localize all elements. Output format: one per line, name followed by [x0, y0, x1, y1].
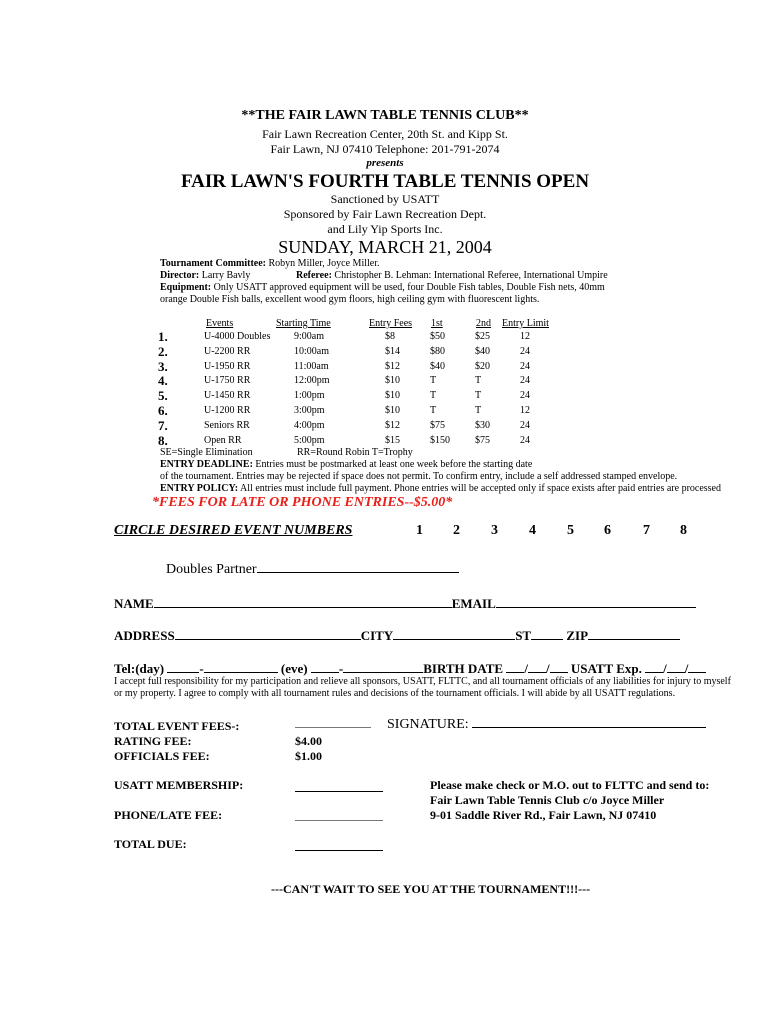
event-fee: $12 [385, 419, 400, 431]
event-time: 12:00pm [294, 375, 330, 387]
event-time: 5:00pm [294, 434, 325, 446]
waiver-line-2: or my property. I agree to comply with all tournament rules and decisions of the tournament officials. I will abide by all USATT regulations. [114, 688, 676, 699]
event-first-prize: $40 [430, 360, 445, 372]
waiver-line-1: I accept full responsibility for my participation and relieve all sponsors, USATT, FLTTC, and all tournament officials of any liabilities for injury to myself [114, 676, 731, 687]
header-entry-fees: Entry Fees [369, 318, 413, 329]
st-label: ST [515, 628, 532, 643]
header-first: 1st [431, 318, 443, 329]
event-limit: 12 [520, 405, 530, 416]
header-starting-time: Starting Time [276, 318, 331, 329]
committee-value: Robyn Miller, Joyce Miller. [266, 258, 380, 269]
event-time: 1:00pm [294, 390, 325, 402]
event-limit: 24 [520, 390, 530, 402]
event-second-prize: $75 [475, 434, 490, 446]
birth-slash-1: / [524, 661, 528, 676]
officials-fee-label: OFFICIALS FEE: [114, 749, 210, 763]
event-number: 4. [158, 373, 168, 389]
birth-month-field[interactable] [506, 660, 524, 673]
presents-text: presents [366, 157, 404, 169]
event-fee: $10 [385, 405, 400, 416]
event-second-prize: T [475, 405, 482, 416]
committee-line [160, 258, 380, 269]
event-limit: 24 [520, 434, 530, 446]
equipment-line-2: orange Double Fish balls, excellent wood gym floors, high ceiling gym with fluorescent lights. [160, 294, 540, 305]
address-row [114, 627, 680, 644]
tel-birth-row [114, 660, 706, 677]
legend-se: SE=Single Elimination [160, 447, 253, 458]
event-number: 3. [158, 358, 168, 374]
exp-month-field[interactable] [645, 660, 663, 673]
equipment-line-1 [160, 282, 605, 293]
event-fee: $15 [385, 434, 400, 446]
event-fee: $12 [385, 360, 400, 372]
deadline-line-1 [160, 459, 532, 470]
payment-line-3: 9-01 Saddle River Rd., Fair Lawn, NJ 07410 [430, 808, 657, 822]
tel-day-number-field[interactable] [204, 660, 278, 673]
deadline-line-2: of the tournament. Entries may be rejected if space does not permit. To confirm entry, include a self addressed stamped envelope. [160, 471, 678, 482]
exp-day-field[interactable] [667, 660, 685, 673]
event-number: 7. [158, 417, 168, 433]
name-email-row [114, 595, 696, 612]
event-fee: $10 [385, 375, 400, 387]
total-due-field[interactable] [295, 850, 383, 851]
payment-line-1: Please make check or M.O. out to FLTTC and send to: [430, 778, 710, 792]
circle-event-number[interactable]: 8 [680, 523, 687, 538]
circle-event-number[interactable]: 3 [491, 523, 498, 538]
club-name: **THE FAIR LAWN TABLE TENNIS CLUB** [241, 108, 529, 123]
birth-day-field[interactable] [528, 660, 546, 673]
birth-date-label: BIRTH DATE [423, 661, 507, 676]
total-event-fees-label: TOTAL EVENT FEES-: [114, 719, 240, 733]
tel-eve-dash: - [338, 661, 344, 676]
event-time: 9:00am [294, 331, 324, 342]
circle-event-number[interactable]: 7 [643, 523, 650, 538]
circle-events-label: CIRCLE DESIRED EVENT NUMBERS [114, 523, 353, 538]
email-field[interactable] [496, 595, 696, 608]
event-name: Seniors RR [204, 419, 250, 431]
event-second-prize: $40 [475, 345, 490, 357]
event-number: 5. [158, 388, 168, 404]
event-name: U-1450 RR [204, 390, 251, 402]
event-first-prize: T [430, 405, 437, 416]
total-due-label: TOTAL DUE: [114, 837, 187, 851]
header-entry-limit: Entry Limit [502, 318, 549, 329]
signature-row [387, 715, 706, 733]
sponsor-line-2: and Lily Yip Sports Inc. [327, 222, 443, 236]
exp-year-field[interactable] [688, 660, 706, 673]
event-first-prize: $150 [430, 434, 450, 446]
director-value: Larry Bavly [199, 270, 251, 281]
tel-day-dash: - [199, 661, 204, 676]
late-fee-notice: *FEES FOR LATE OR PHONE ENTRIES--$5.00* [152, 495, 453, 510]
circle-event-number[interactable]: 1 [416, 523, 423, 538]
event-first-prize: T [430, 375, 437, 387]
event-second-prize: $30 [475, 419, 490, 431]
tel-eve-area-field[interactable] [311, 660, 339, 673]
doubles-partner-field[interactable] [257, 560, 459, 573]
club-address-line-1: Fair Lawn Recreation Center, 20th St. and Kipp St. [262, 127, 508, 141]
director-label: Director: [160, 270, 200, 281]
circle-event-number[interactable]: 5 [567, 523, 574, 538]
event-number: 8. [158, 432, 168, 448]
event-name: U-1950 RR [204, 360, 251, 372]
tel-day-label: Tel:(day) [114, 661, 168, 676]
event-fee: $14 [385, 345, 400, 357]
birth-slash-2: / [545, 661, 550, 676]
rating-fee-label: RATING FEE: [114, 734, 192, 748]
tournament-date: SUNDAY, MARCH 21, 2004 [278, 237, 492, 257]
event-second-prize: $20 [475, 360, 490, 372]
usatt-membership-field[interactable] [295, 791, 383, 792]
zip-field[interactable] [588, 627, 680, 640]
club-address-line-2: Fair Lawn, NJ 07410 Telephone: 201-791-2074 [270, 142, 500, 156]
event-first-prize: $80 [430, 345, 445, 357]
payment-line-2: Fair Lawn Table Tennis Club c/o Joyce Miller [430, 793, 665, 807]
event-number: 1. [158, 329, 168, 344]
event-time: 11:00am [294, 360, 329, 372]
tel-eve-number-field[interactable] [343, 660, 423, 673]
event-limit: 12 [520, 331, 530, 342]
email-label: EMAIL [451, 596, 496, 611]
rating-fee-value: $4.00 [295, 734, 322, 748]
address-field[interactable] [175, 627, 361, 640]
referee-value: Christopher B. Lehman: International Referee, International Umpire [331, 270, 608, 281]
event-second-prize: $25 [475, 331, 490, 342]
policy-line [160, 483, 721, 494]
referee-line [296, 270, 608, 281]
event-fee: $10 [385, 390, 400, 402]
event-second-prize: T [475, 375, 482, 387]
officials-fee-value: $1.00 [295, 749, 322, 763]
header-events: Events [206, 318, 234, 329]
address-label: ADDRESS [114, 628, 175, 643]
tournament-title: FAIR LAWN'S FOURTH TABLE TENNIS OPEN [180, 171, 590, 192]
director-line [160, 270, 250, 281]
event-name: U-2200 RR [204, 345, 251, 357]
circle-event-number[interactable]: 2 [453, 523, 460, 538]
circle-event-number[interactable]: 4 [529, 523, 536, 538]
usatt-exp-label: USATT Exp. [567, 661, 646, 676]
event-time: 4:00pm [294, 419, 325, 431]
event-name: Open RR [204, 434, 242, 446]
policy-text: All entries must include full payment. Phone entries will be accepted only if space exists after paid entries are processed [238, 483, 721, 494]
signature-label: SIGNATURE [387, 717, 465, 732]
signature-colon: : [464, 717, 469, 732]
city-field[interactable] [393, 627, 515, 640]
doubles-partner-row [166, 560, 459, 578]
committee-label: Tournament Committee: [160, 258, 267, 269]
referee-label: Referee: [296, 270, 332, 281]
deadline-text-1: Entries must be postmarked at least one week before the starting date [252, 459, 533, 470]
event-name: U-4000 Doubles [204, 331, 271, 342]
legend-rr-trophy: RR=Round Robin T=Trophy [297, 447, 413, 458]
footer-message: ---CAN'T WAIT TO SEE YOU AT THE TOURNAMENT!!!--- [271, 882, 591, 896]
event-number: 2. [158, 343, 168, 359]
event-limit: 24 [520, 375, 530, 387]
event-time: 10:00am [294, 345, 329, 357]
sponsor-line-1: Sponsored by Fair Lawn Recreation Dept. [283, 207, 487, 221]
name-label: NAME [114, 596, 154, 611]
event-fee: $8 [385, 331, 395, 342]
policy-label: ENTRY POLICY: [160, 483, 239, 494]
event-name: U-1200 RR [204, 405, 251, 416]
phone-late-fee-field[interactable] [295, 820, 383, 821]
exp-slash-2: / [684, 661, 689, 676]
equipment-label: Equipment: [160, 282, 212, 293]
exp-slash-1: / [663, 661, 667, 676]
event-number: 6. [158, 403, 168, 418]
tel-eve-label: (eve) [277, 661, 311, 676]
city-label: CITY [360, 628, 394, 643]
event-first-prize: $50 [430, 331, 445, 342]
event-second-prize: T [475, 390, 482, 402]
sanctioned-text: Sanctioned by USATT [330, 192, 440, 206]
phone-late-fee-label: PHONE/LATE FEE: [114, 808, 223, 822]
name-field[interactable] [154, 595, 452, 608]
tel-day-area-field[interactable] [167, 660, 199, 673]
event-limit: 24 [520, 345, 530, 357]
event-time: 3:00pm [294, 405, 325, 416]
total-event-fees-field[interactable] [295, 727, 371, 728]
event-first-prize: $75 [430, 419, 445, 431]
signature-field[interactable] [472, 715, 706, 728]
st-field[interactable] [531, 627, 563, 640]
usatt-membership-label: USATT MEMBERSHIP: [114, 778, 244, 792]
event-limit: 24 [520, 360, 530, 372]
circle-event-number[interactable]: 6 [604, 523, 611, 538]
birth-year-field[interactable] [550, 660, 568, 673]
event-name: U-1750 RR [204, 375, 251, 387]
equipment-value-1: Only USATT approved equipment will be used, four Double Fish tables, Double Fish nets, 40mm [211, 282, 605, 293]
header-second: 2nd [476, 318, 491, 329]
event-limit: 24 [520, 419, 530, 431]
deadline-label: ENTRY DEADLINE: [160, 459, 253, 470]
doubles-partner-label: Doubles Partner [166, 562, 257, 577]
zip-label: ZIP [566, 628, 589, 643]
event-first-prize: T [430, 390, 437, 402]
